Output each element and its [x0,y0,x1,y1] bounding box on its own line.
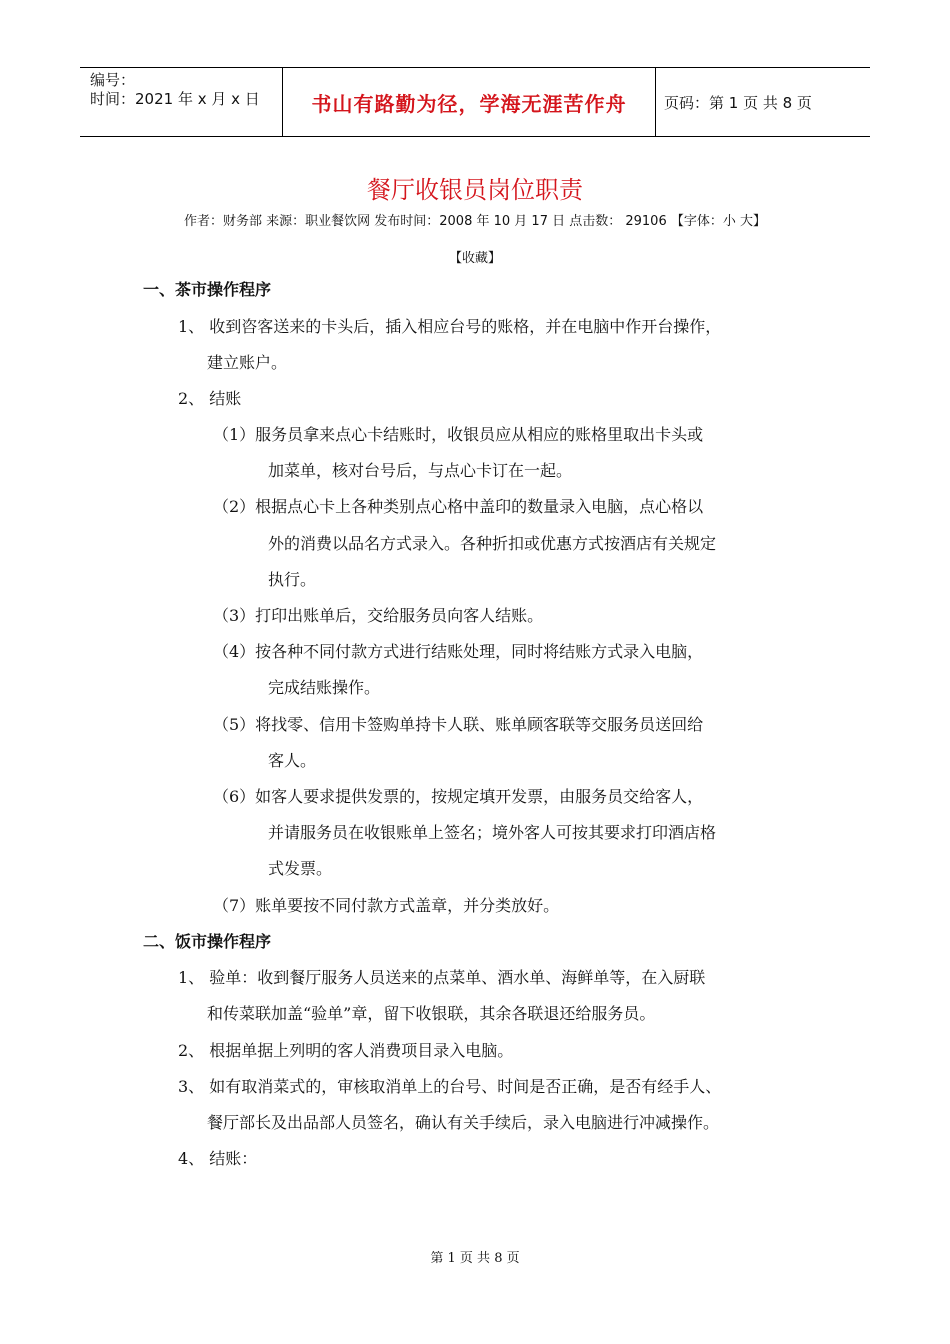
paragraph-line: 1、 验单：收到餐厅服务人员送来的点菜单、酒水单、海鲜单等，在入厨联 [178,968,706,987]
header-left-cell [80,68,283,136]
section-heading-meal: 二、饭市操作程序 [143,932,272,951]
paragraph-line: 外的消费以品名方式录入。各种折扣或优惠方式按酒店有关规定 [268,534,717,553]
document-time-label: 时间：2021 年 x 月 x 日 [90,90,260,108]
paragraph-line: 3、 如有取消菜式的，审核取消单上的台号、时间是否正确，是否有经手人、 [178,1077,722,1096]
header-page-cell [656,68,870,136]
paragraph-line: 完成结账操作。 [268,678,381,697]
paragraph-line: （3）打印出账单后，交给服务员向客人结账。 [213,606,544,625]
paragraph-line: 4、 结账： [178,1149,258,1168]
header-page-info: 页码：第 1 页 共 8 页 [664,93,812,112]
favorite-link[interactable]: 【收藏】 [448,251,501,266]
paragraph-line: 2、 根据单据上列明的客人消费项目录入电脑。 [178,1041,514,1060]
article-meta: 作者：财务部 来源：职业餐饮网 发布时间：2008 年 10 月 17 日 点击数： 29106 【字体：小 大】 [184,214,766,229]
paragraph-line: 2、 结账 [178,389,242,408]
paragraph-line: 客人。 [268,751,317,770]
paragraph-line: 建立账户。 [207,353,288,372]
paragraph-line: （6）如客人要求提供发票的，按规定填开发票，由服务员交给客人， [213,787,704,806]
header-motto-cell [283,68,656,136]
page-footer: 第 1 页 共 8 页 [430,1251,520,1266]
paragraph-line: （4）按各种不同付款方式进行结账处理，同时将结账方式录入电脑， [213,642,704,661]
paragraph-line: 1、 收到咨客送来的卡头后，插入相应台号的账格，并在电脑中作开台操作， [178,317,722,336]
paragraph-line: 加菜单，核对台号后，与点心卡订在一起。 [268,461,573,480]
document-number-label: 编号： [90,71,136,89]
header-motto: 书山有路勤为径，学海无涯苦作舟 [311,91,627,116]
paragraph-line: 执行。 [268,570,317,589]
paragraph-line: （7）账单要按不同付款方式盖章，并分类放好。 [213,896,560,915]
paragraph-line: （2）根据点心卡上各种类别点心格中盖印的数量录入电脑，点心格以 [213,497,704,516]
paragraph-line: 并请服务员在收银账单上签名；境外客人可按其要求打印酒店格 [268,823,717,842]
paragraph-line: 式发票。 [268,859,333,878]
paragraph-line: （1）服务员拿来点心卡结账时，收银员应从相应的账格里取出卡头或 [213,425,704,444]
paragraph-line: （5）将找零、信用卡签购单持卡人联、账单顾客联等交服务员送回给 [213,715,704,734]
section-heading-tea: 一、茶市操作程序 [143,280,272,299]
paragraph-line: 和传菜联加盖“验单”章，留下收银联，其余各联退还给服务员。 [207,1004,656,1023]
document-header [80,67,870,137]
article-title: 餐厅收银员岗位职责 [367,176,583,204]
paragraph-line: 餐厅部长及出品部人员签名，确认有关手续后，录入电脑进行冲减操作。 [207,1113,720,1132]
